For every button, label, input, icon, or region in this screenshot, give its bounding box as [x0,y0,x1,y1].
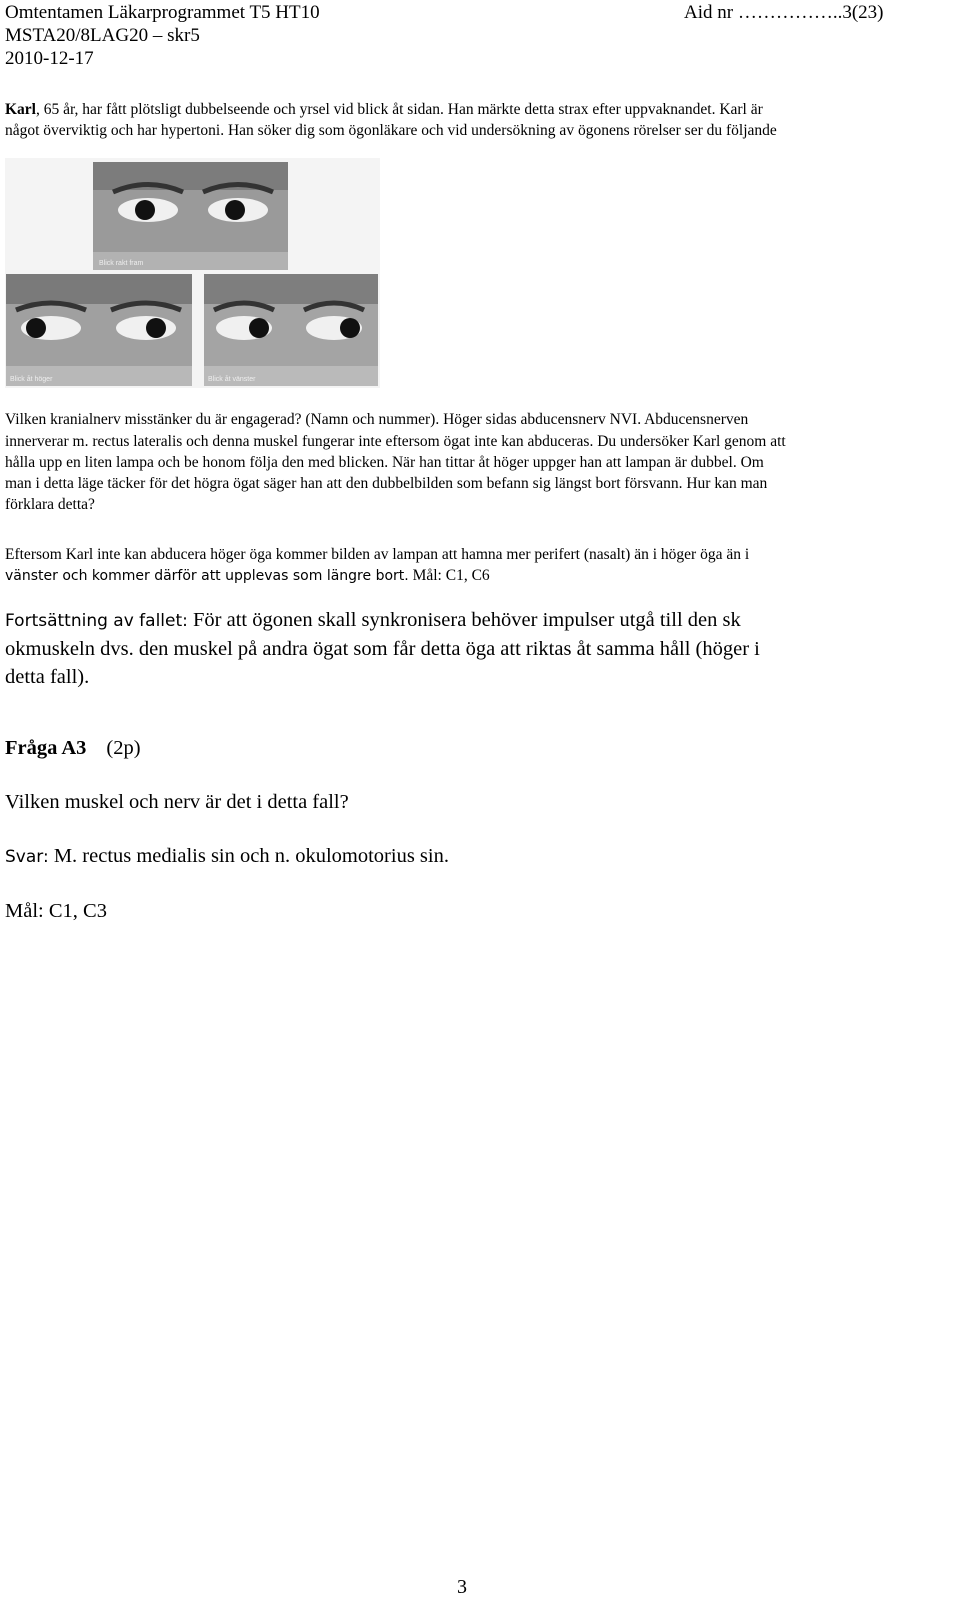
case-intro-text: , 65 år, har fått plötsligt dubbelseende och yrsel vid blick åt sidan. Han märkte detta strax efter uppvaknandet. Karl är [36,101,763,118]
eye-photo-straight-drawing [93,162,288,270]
answer-goals: Mål: C1, C6 [408,567,490,584]
question-a3-text: Vilken muskel och nerv är det i detta fall? [5,791,349,813]
caption-left: Blick åt vänster [208,376,256,383]
eye-photo-straight [93,162,288,270]
question-a3-answer: M. rectus medialis sin och n. okulomotorius sin. [48,845,449,867]
course-code: MSTA20/8LAG20 – skr5 [5,25,200,46]
answer-line-2 [5,565,490,588]
exam-title: Omtentamen Läkarprogrammet T5 HT10 [5,2,320,23]
question-a3-heading-row [5,734,141,763]
question-a3-goals: Mål: C1, C3 [5,900,107,922]
answer-line-2-text: vänster och kommer därför att upplevas som längre bort. [5,568,409,584]
question-a3-answer-row [5,842,449,872]
exam-date: 2010-12-17 [5,48,94,69]
eye-photo-right [6,274,192,386]
caption-straight: Blick rakt fram [99,260,144,267]
continuation-line-2: okmuskeln dvs. den muskel på andra ögat som får detta öga att riktas åt samma håll (höger i [5,638,760,660]
eye-photo-left [204,274,378,386]
page-number: 3 [457,1576,467,1598]
aid-number: Aid nr ……………..3(23) [684,2,884,23]
case-intro-line-1 [5,99,763,121]
continuation-label: Fortsättning av fallet: [5,611,188,631]
continuation-line-3: detta fall). [5,666,90,688]
eye-movement-figure [5,158,380,388]
question-line-4: man i detta läge täcker för det högra ögat säger han att den dubbelbilden som befann sig längst bort försvann. Hur kan man [5,475,768,492]
case-intro-line-2: något överviktig och har hypertoni. Han söker dig som ögonläkare och vid undersökning av ögonens rörelser ser du följande [5,122,777,139]
caption-right: Blick åt höger [10,376,53,383]
answer-line-1: Eftersom Karl inte kan abducera höger öga kommer bilden av lampan att hamna mer perifert (nasalt) än i höger öga än i [5,546,750,563]
patient-name: Karl [5,101,36,118]
continuation-line-1 [5,606,741,636]
question-a3-heading: Fråga A3 [5,737,87,759]
answer-label: Svar: [5,847,49,867]
question-line-5: förklara detta? [5,496,95,513]
question-a3-points: (2p) [106,737,141,759]
eye-photo-right-drawing [6,274,192,386]
continuation-text-1: För att ögonen skall synkronisera behöver impulser utgå till den sk [187,609,741,631]
eye-photo-left-drawing [204,274,378,386]
question-line-1: Vilken kranialnerv misstänker du är engagerad? (Namn och nummer). Höger sidas abducensnerv NVI. Abducensnerven [5,411,749,428]
question-line-2: innerverar m. rectus lateralis och denna muskel fungerar inte eftersom ögat inte kan abduceras. Du undersöker Karl genom att [5,433,786,450]
question-line-3: hålla upp en liten lampa och be honom följa den med blicken. När han tittar åt höger uppger han att lampan är dubbel. Om [5,454,764,471]
